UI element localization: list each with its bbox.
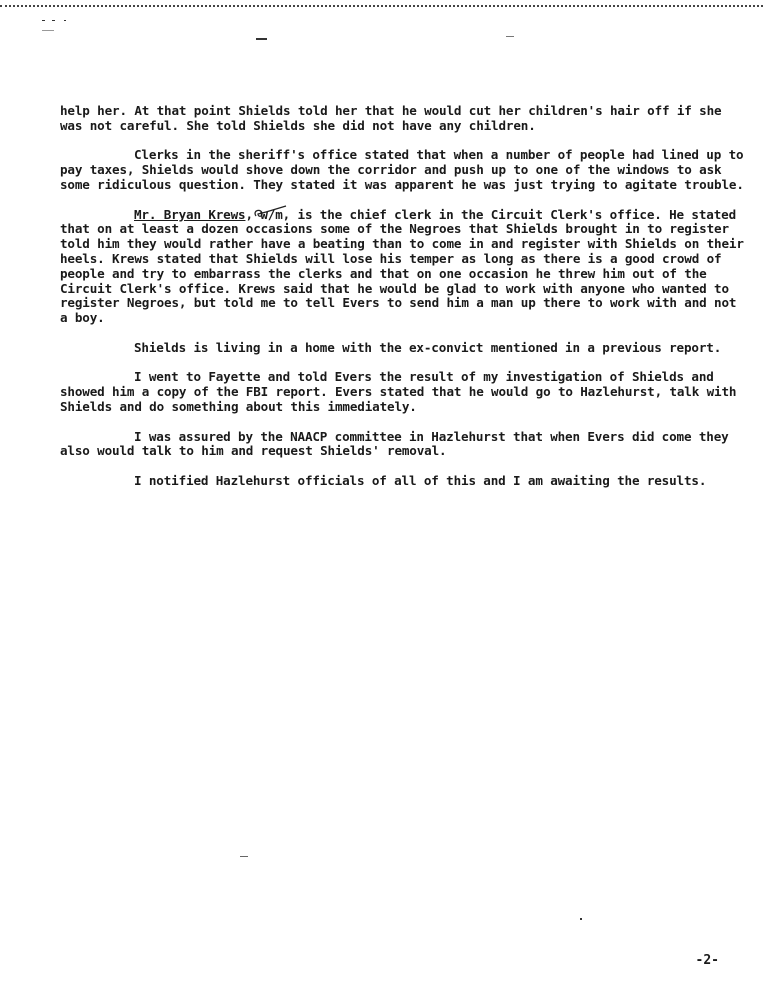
- paragraph-2: [60, 148, 750, 192]
- paragraph-5: [60, 370, 750, 414]
- paragraph-text: I notified Hazlehurst officials of all of this and I am awaiting the results.: [134, 472, 707, 488]
- paragraph-6: [60, 430, 750, 460]
- document-body: [60, 104, 750, 504]
- scan-speck: [64, 20, 66, 21]
- paragraph-1: [60, 104, 750, 134]
- paragraph-4: [60, 341, 750, 356]
- scan-speck: [580, 918, 582, 920]
- page-number: -2-: [695, 953, 719, 968]
- scan-speck: [256, 38, 267, 40]
- paragraph-3: [60, 208, 750, 326]
- scan-speck: [42, 20, 45, 21]
- scan-speck: [506, 36, 514, 37]
- paragraph-text: help her. At that point Shields told her that he would cut her children's hair off if she was not careful. She told Shields she did not have any children.: [60, 103, 722, 133]
- paragraph-7: [60, 474, 750, 489]
- scan-speck: [240, 856, 248, 857]
- paragraph-text: Clerks in the sheriff's office stated that when a number of people had lined up to pay taxes, Shields would shove down the corridor and push up to one of the windows to ask some ridiculous question. They stated it was apparent he was just trying to agitate trouble.: [60, 147, 744, 192]
- paragraph-text: I was assured by the NAACP committee in Hazlehurst that when Evers did come they also would talk to him and request Shields' removal.: [60, 428, 729, 459]
- scan-speck: [42, 30, 54, 31]
- top-border-line: [0, 5, 763, 7]
- paragraph-text: , w/m, is the chief clerk in the Circuit Clerk's office. He stated that on at least a dozen occasions some of the Negroes that Shields brought in to register told him they would rather have a beating than to come in and register with Shields on their heels. Krews stated that Shields will lose his temper as long as there is a good crowd of people and try to embarrass the clerks and that on one occasion he threw him out of the Circuit Clerk's office. Krews said that he would be glad to work with anyone who wanted to register Negroes, but told me to tell Evers to send him a man up there to work with and not a boy.: [60, 206, 744, 326]
- scan-speck: [52, 20, 55, 21]
- person-name: Mr. Bryan Krews: [134, 206, 246, 222]
- paragraph-text: I went to Fayette and told Evers the result of my investigation of Shields and showed him a copy of the FBI report. Evers stated that he would go to Hazlehurst, talk with Shields and do something about this immediately.: [60, 369, 737, 414]
- paragraph-text: Shields is living in a home with the ex-convict mentioned in a previous report.: [134, 339, 722, 355]
